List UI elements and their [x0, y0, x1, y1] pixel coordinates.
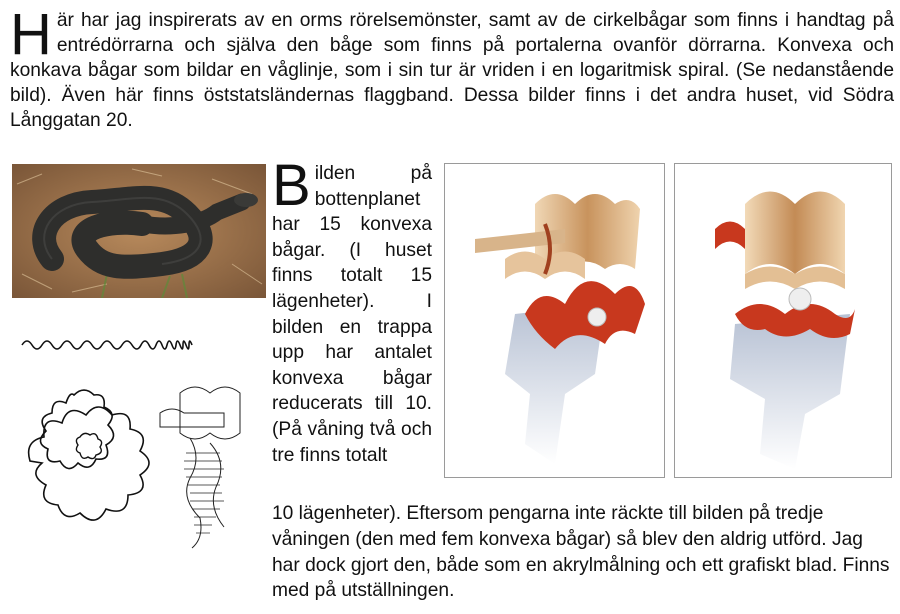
column-paragraph	[272, 153, 432, 468]
painting-first-floor	[674, 163, 892, 478]
column-text: ilden på bottenplanet har 15 konvexa bågar. (I huset finns totalt 15 lägenheter). I bilden en trappa upp har antalet konvexa bågar reducerats till 10. (På våning två och tre finns totalt	[272, 163, 432, 466]
column-dropcap: B	[272, 153, 311, 218]
intro-text: är har jag inspirerats av en orms rörelsemönster, samt av de cirkelbågar som finns i handtag på entrédörrarna och själva den båge som finns på portalerna ovanför dörrarna. Konvexa och konkava bågar som bildar en våglinje, som i sin tur är vriden i en logaritmisk spiral. (Se nedanstående bild). Även här finns öststatsländernas flaggband. Dessa bilder finns i det andra huset, vid Södra Långgatan 20.	[10, 10, 894, 131]
bottom-paragraph	[272, 501, 892, 604]
bottom-text: 10 lägenheter). Eftersom pengarna inte räckte till bilden på tredje våningen (den med fem konvexa bågar) så blev den aldrig utförd. Jag har dock gjort den, både som en akrylmålning och ett grafiskt blad. Finns med på utställningen.	[272, 503, 890, 602]
intro-paragraph	[10, 2, 894, 133]
wave-sketch	[14, 325, 270, 551]
painting-ground-floor	[444, 163, 665, 478]
intro-dropcap: H	[10, 2, 52, 67]
snake-photo	[12, 164, 266, 298]
